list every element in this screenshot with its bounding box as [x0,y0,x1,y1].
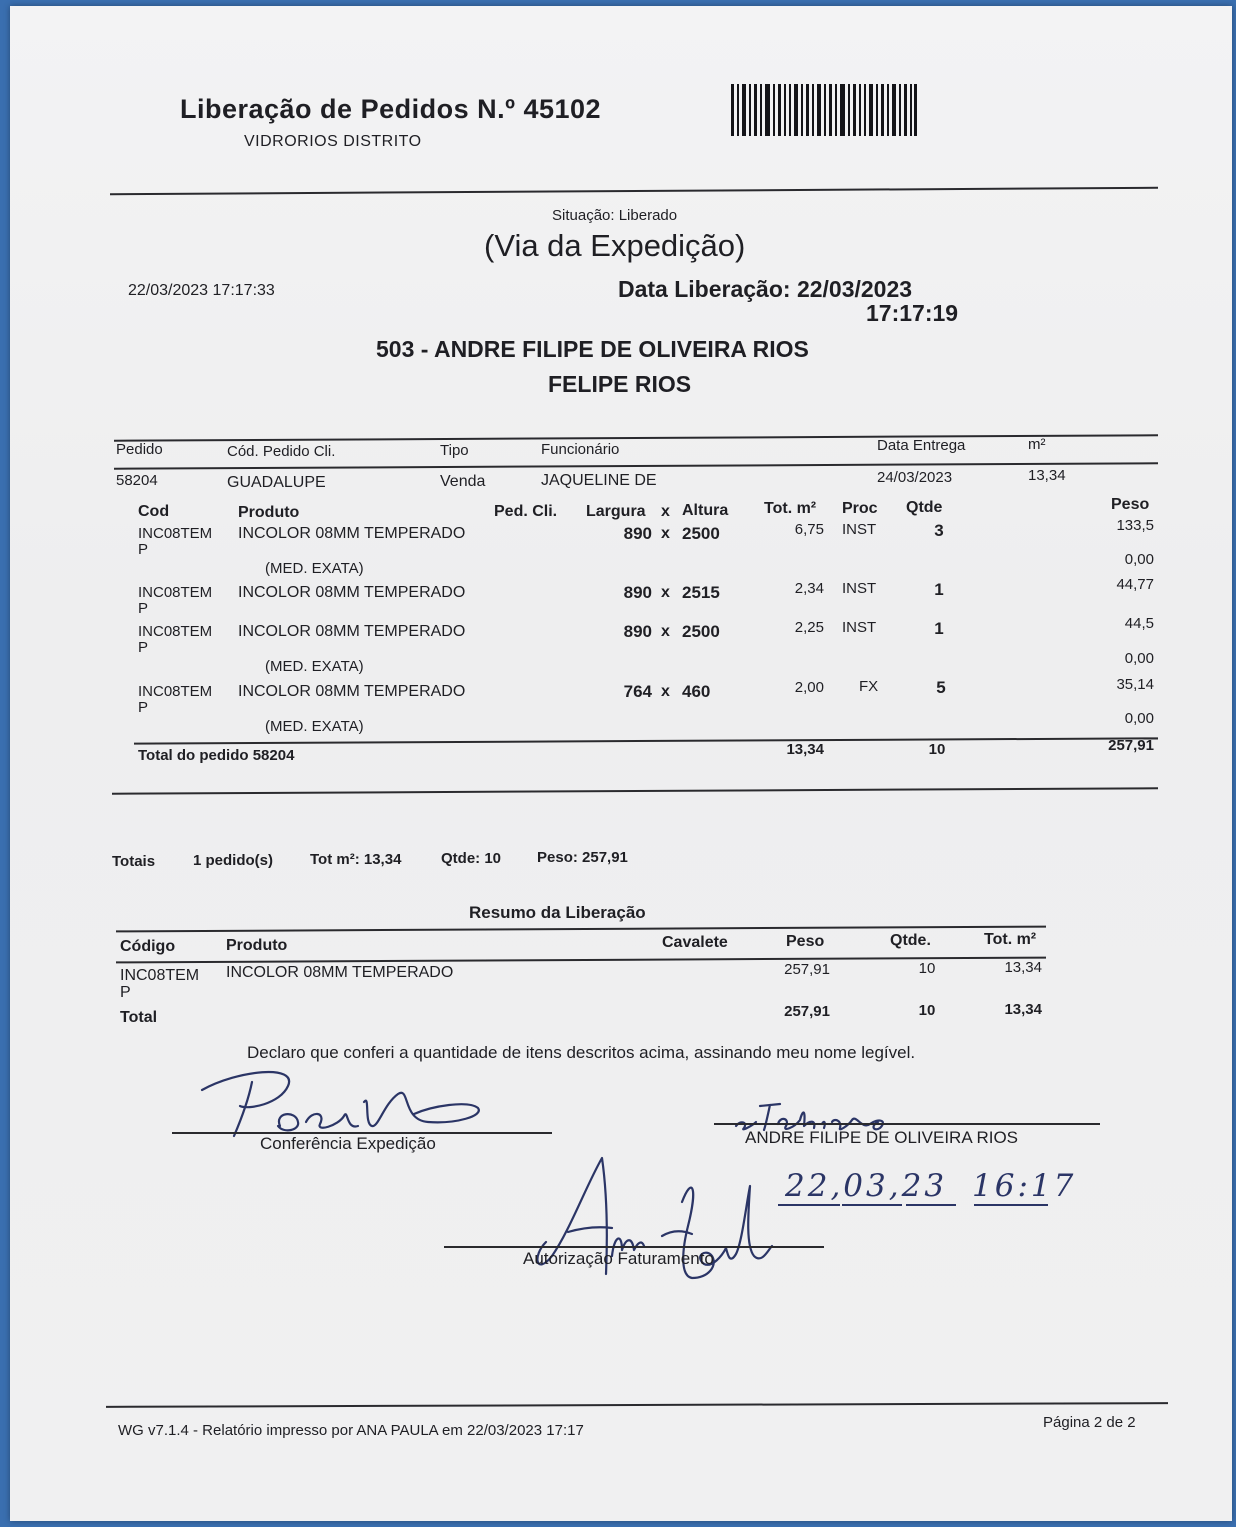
item-code-suffix: P [138,600,149,617]
item-code: INC08TEM [138,525,213,542]
item-x: x [661,623,670,640]
items-col-qtde: Qtde [906,499,943,516]
summary-qtde: 10 [918,960,936,977]
order-header-top-line [114,434,1158,441]
item-product: INCOLOR 08MM TEMPERADO [238,584,466,601]
item-largura: 890 [623,524,652,543]
item-note-peso: 0,00 [1124,551,1154,568]
printed-timestamp: 22/03/2023 17:17:33 [128,282,275,299]
order-type: Venda [440,473,486,490]
summary-total-m2: 13,34 [1004,1001,1042,1018]
items-col-largura: Largura [586,503,646,520]
cliente-line [714,1123,1100,1125]
item-proc: INST [842,521,877,538]
item-code: INC08TEM [138,683,213,700]
items-col-ped-cli: Ped. Cli. [494,503,558,520]
item-largura: 890 [623,583,652,602]
order-number: 58204 [116,472,158,489]
item-proc: FX [859,678,879,695]
footer-report-info: WG v7.1.4 - Relatório impresso por ANA PAULA em 22/03/2023 17:17 [118,1422,584,1439]
summary-col-peso: Peso [786,933,825,950]
summary-title: Resumo da Liberação [469,903,646,922]
company-name: VIDRORIOS DISTRITO [244,133,422,150]
order-employee: JAQUELINE DE [541,472,657,489]
items-col-tot-m2: Tot. m² [764,500,817,517]
release-date: Data Liberação: 22/03/2023 [618,276,913,302]
summary-col-produto: Produto [226,937,288,954]
item-tot-m2: 2,34 [794,580,824,597]
handwritten-date: 22,03,23 [785,1168,948,1204]
document-page [10,6,1232,1521]
document-title: Liberação de Pedidos N.º 45102 [180,94,602,124]
summary-tot-m2: 13,34 [1004,959,1042,976]
item-tot-m2: 2,25 [794,619,824,636]
item-peso: 35,14 [1116,676,1154,693]
item-product: INCOLOR 08MM TEMPERADO [238,525,466,542]
item-x: x [661,683,670,700]
totals-orders: 1 pedido(s) [193,852,274,869]
item-peso: 133,5 [1116,517,1154,534]
summary-col-cavalete: Cavalete [662,934,728,951]
summary-col-qtde: Qtde. [890,932,931,949]
col-data-entrega: Data Entrega [877,437,966,454]
conferencia-label: Conferência Expedição [260,1134,436,1153]
order-m2: 13,34 [1028,467,1066,484]
items-col-cod: Cod [138,503,170,520]
col-tipo: Tipo [440,442,469,459]
status-text: Situação: Liberado [552,207,678,224]
item-product: INCOLOR 08MM TEMPERADO [238,623,466,640]
items-col-x: x [661,503,670,520]
item-proc: INST [842,619,877,636]
item-qtde: 5 [936,678,946,697]
copy-label: (Via da Expedição) [484,228,746,263]
item-altura: 2500 [682,622,720,641]
summary-total-label: Total [120,1009,158,1026]
item-largura: 764 [623,682,652,701]
item-altura: 2500 [682,524,720,543]
signature-autorizacao [522,1146,782,1296]
summary-header-line [116,957,1046,964]
item-note-peso: 0,00 [1124,650,1154,667]
handwritten-time: 16:17 [972,1168,1077,1204]
item-proc: INST [842,580,877,597]
order-client-code: GUADALUPE [227,474,326,491]
summary-total-peso: 257,91 [784,1003,830,1020]
items-col-produto: Produto [238,504,300,521]
totals-m2: Tot m²: 13,34 [310,851,402,868]
items-col-peso: Peso [1111,496,1150,513]
order-total-label: Total do pedido 58204 [138,747,295,764]
autorizacao-label: Autorização Faturamento [523,1249,714,1268]
date-underline-month [842,1204,902,1206]
item-note: (MED. EXATA) [265,658,364,675]
item-qtde: 1 [934,580,944,599]
release-time: 17:17:19 [866,300,959,326]
item-tot-m2: 2,00 [794,679,824,696]
item-qtde: 1 [934,619,944,638]
totals-peso: Peso: 257,91 [537,849,628,866]
item-code-suffix: P [138,699,149,716]
order-total-peso: 257,91 [1108,737,1154,754]
item-largura: 890 [623,622,652,641]
summary-col-codigo: Código [120,938,176,955]
item-note: (MED. EXATA) [265,718,364,735]
declaration-text: Declaro que conferi a quantidade de itens descritos acima, assinando meu nome legível. [247,1043,916,1062]
autorizacao-line [444,1246,824,1248]
item-code: INC08TEM [138,623,213,640]
footer-line [106,1402,1168,1408]
item-product: INCOLOR 08MM TEMPERADO [238,683,466,700]
item-peso: 44,77 [1116,576,1154,593]
order-header-bottom-line [114,462,1158,469]
order-total-m2: 13,34 [786,741,824,758]
date-underline-day [778,1204,840,1206]
item-altura: 2515 [682,583,720,602]
client-nickname: FELIPE RIOS [548,371,692,397]
client-name: 503 - ANDRE FILIPE DE OLIVEIRA RIOS [376,336,809,362]
item-note: (MED. EXATA) [265,560,364,577]
barcode-icon [731,84,917,136]
item-note-peso: 0,00 [1124,710,1154,727]
col-funcionario: Funcionário [541,441,620,458]
order-section-bottom-line [112,787,1158,794]
item-code: INC08TEM [138,584,213,601]
order-total-line [134,737,1158,744]
summary-product: INCOLOR 08MM TEMPERADO [226,964,454,981]
item-peso: 44,5 [1124,615,1154,632]
col-pedido: Pedido [116,441,163,458]
item-x: x [661,584,670,601]
col-m2: m² [1028,436,1046,453]
date-underline-year [906,1204,956,1206]
item-code-suffix: P [138,541,149,558]
summary-total-qtde: 10 [918,1002,936,1019]
summary-col-tot-m2: Tot. m² [984,931,1037,948]
totals-label: Totais [112,853,156,870]
item-tot-m2: 6,75 [794,521,824,538]
item-code-suffix: P [138,639,149,656]
item-x: x [661,525,670,542]
summary-code-suffix: P [120,984,131,1001]
totals-qtde: Qtde: 10 [441,850,502,867]
order-delivery-date: 24/03/2023 [877,469,953,486]
time-underline [974,1204,1048,1206]
summary-code: INC08TEM [120,967,200,984]
footer-page-number: Página 2 de 2 [1043,1414,1136,1431]
header-divider [110,187,1158,195]
items-col-proc: Proc [842,500,878,517]
col-cod-pedido-cli: Cód. Pedido Cli. [227,443,336,460]
cliente-label: ANDRE FILIPE DE OLIVEIRA RIOS [745,1128,1019,1147]
item-altura: 460 [682,682,711,701]
items-col-altura: Altura [682,502,729,519]
order-total-qtde: 10 [928,741,946,758]
item-qtde: 3 [934,521,944,540]
summary-peso: 257,91 [784,961,830,978]
